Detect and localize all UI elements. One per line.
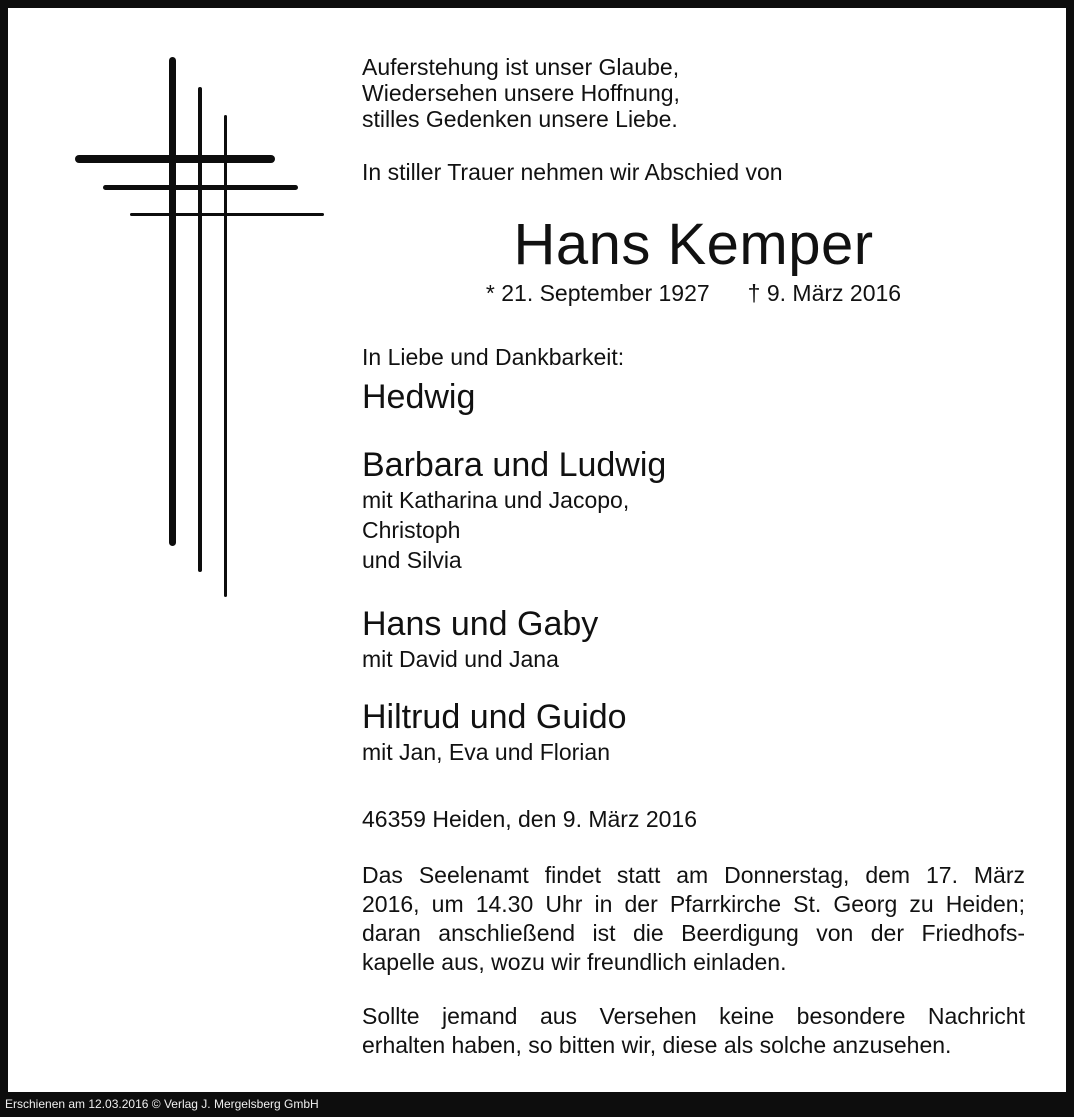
mourner-relatives: [362, 485, 1025, 575]
service-info-line: Das Seelenamt findet statt am Donnerstag, dem 17. März: [362, 862, 1025, 888]
life-dates: [362, 280, 1025, 306]
relatives-line: mit Katharina und Jacopo,: [362, 487, 630, 513]
disclaimer-line: Sollte jemand aus Versehen keine besondere Nachricht: [362, 1003, 1025, 1029]
service-info-line: kapelle aus, wozu wir freundlich einladen.: [362, 949, 787, 975]
frame-border-right: [1066, 0, 1074, 1117]
motto-line: Wiedersehen unsere Hoffnung,: [362, 80, 680, 106]
mourning-intro: In Liebe und Dankbarkeit:: [362, 344, 625, 370]
mourner-name: Hans und Gaby: [362, 605, 599, 643]
cross-icon: [0, 0, 340, 610]
death-date: † 9. März 2016: [747, 280, 902, 306]
mourner-group: [362, 445, 1025, 575]
mourner-group: [362, 604, 1025, 674]
deceased-name: Hans Kemper: [513, 212, 874, 277]
mourner-relatives: [362, 737, 1025, 767]
cross-vertical-bar-thick: [169, 57, 176, 546]
relatives-line: mit Jan, Eva und Florian: [362, 739, 611, 765]
cross-horizontal-bar-thick: [75, 155, 275, 163]
motto-line: stilles Gedenken unsere Liebe.: [362, 106, 678, 132]
motto: [362, 54, 1025, 132]
cross-horizontal-bar-medium: [103, 185, 298, 190]
mourner-name: Barbara und Ludwig: [362, 446, 667, 484]
motto-line: Auferstehung ist unser Glaube,: [362, 54, 680, 80]
place-and-date: 46359 Heiden, den 9. März 2016: [362, 806, 698, 832]
mourner-relatives: [362, 644, 1025, 674]
mourner-name: Hedwig: [362, 378, 476, 416]
birth-date: * 21. September 1927: [485, 280, 710, 306]
mourner-name: Hiltrud und Guido: [362, 698, 627, 736]
footer-bar: [0, 1092, 1074, 1117]
service-info-paragraph: [362, 861, 1025, 977]
disclaimer-line: erhalten haben, so bitten wir, diese als solche anzusehen.: [362, 1032, 952, 1058]
relatives-line: mit David und Jana: [362, 646, 559, 672]
cross-horizontal-bar-thin: [130, 213, 324, 216]
farewell-intro: In stiller Trauer nehmen wir Abschied von: [362, 159, 783, 185]
service-info-line: daran anschließend ist die Beerdigung von der Friedhofs-: [362, 920, 1025, 946]
service-info-line: 2016, um 14.30 Uhr in der Pfarrkirche St. Georg zu Heiden;: [362, 891, 1025, 917]
publication-note: Erschienen am 12.03.2016 © Verlag J. Mergelsberg GmbH: [5, 1097, 319, 1111]
notice-text-column: [362, 8, 1025, 1060]
relatives-line: Christoph: [362, 517, 461, 543]
mourner-group: [362, 697, 1025, 767]
relatives-line: und Silvia: [362, 547, 462, 573]
disclaimer-paragraph: [362, 1002, 1025, 1060]
